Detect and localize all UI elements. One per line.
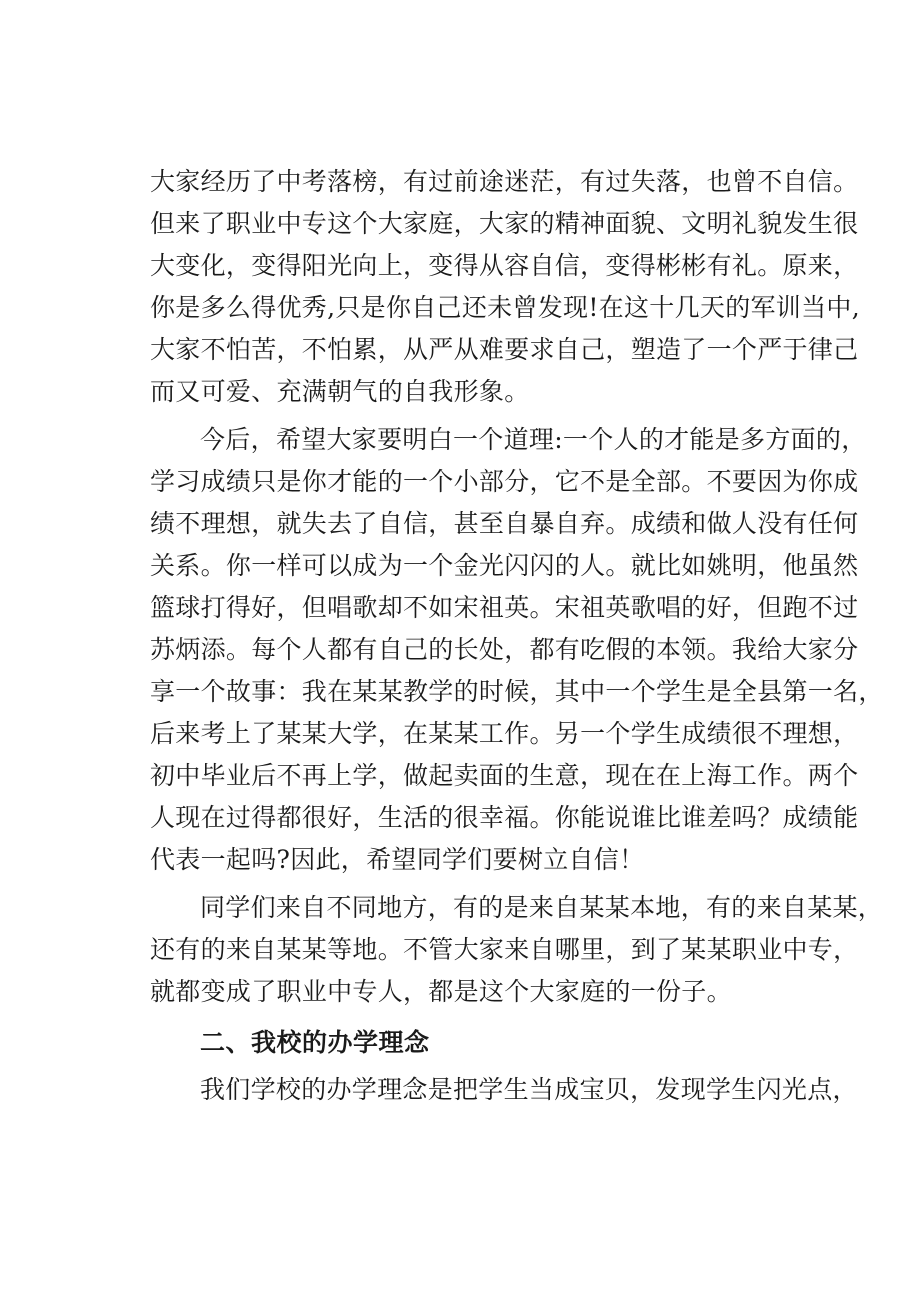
section-heading: 二、我校的办学理念 [200,1028,430,1057]
paragraph-line: 绩不理想，就失去了自信，甚至自暴自弃。成绩和做人没有任何 [150,509,859,538]
paragraph-line: 我们学校的办学理念是把学生当成宝贝，发现学生闪光点， [200,1075,858,1104]
paragraph-line: 篮球打得好，但唱歌却不如宋祖英。宋祖英歌唱的好，但跑不过 [150,593,859,622]
paragraph-line: 大变化，变得阳光向上，变得从容自信，变得彬彬有礼。原来， [150,251,859,280]
paragraph-line: 大家经历了中考落榜，有过前途迷茫，有过失落，也曾不自信。 [150,167,859,196]
paragraph-line: 你是多么得优秀,只是你自己还未曾发现!在这十几天的军训当中, [150,293,860,322]
paragraph-line: 苏炳添。每个人都有自己的长处，都有吃假的本领。我给大家分 [150,635,859,664]
paragraph-line: 学习成绩只是你才能的一个小部分，它不是全部。不要因为你成 [150,467,859,496]
paragraph-line: 初中毕业后不再上学，做起卖面的生意，现在在上海工作。两个 [150,761,859,790]
paragraph-line: 而又可爱、充满朝气的自我形象。 [150,377,530,406]
paragraph-line: 代表一起吗?因此，希望同学们要树立自信！ [150,845,645,874]
paragraph-line: 就都变成了职业中专人，都是这个大家庭的一份子。 [150,977,732,1006]
paragraph-line: 后来考上了某某大学，在某某工作。另一个学生成绩很不理想， [150,719,859,748]
paragraph-line: 还有的来自某某等地。不管大家来自哪里，到了某某职业中专， [150,935,859,964]
paragraph-line: 同学们来自不同地方，有的是来自某某本地，有的来自某某， [200,893,884,922]
paragraph-line: 享一个故事：我在某某教学的时候，其中一个学生是全县第一名， [150,677,884,706]
paragraph-line: 但来了职业中专这个大家庭，大家的精神面貌、文明礼貌发生很 [150,209,859,238]
paragraph-line: 大家不怕苦，不怕累，从严从难要求自己，塑造了一个严于律己 [150,335,859,364]
paragraph-line: 人现在过得都很好，生活的很幸福。你能说谁比谁差吗？成绩能 [150,803,859,832]
paragraph-line: 关系。你一样可以成为一个金光闪闪的人。就比如姚明，他虽然 [150,551,859,580]
paragraph-line: 今后，希望大家要明白一个道理:一个人的才能是多方面的， [200,425,867,454]
